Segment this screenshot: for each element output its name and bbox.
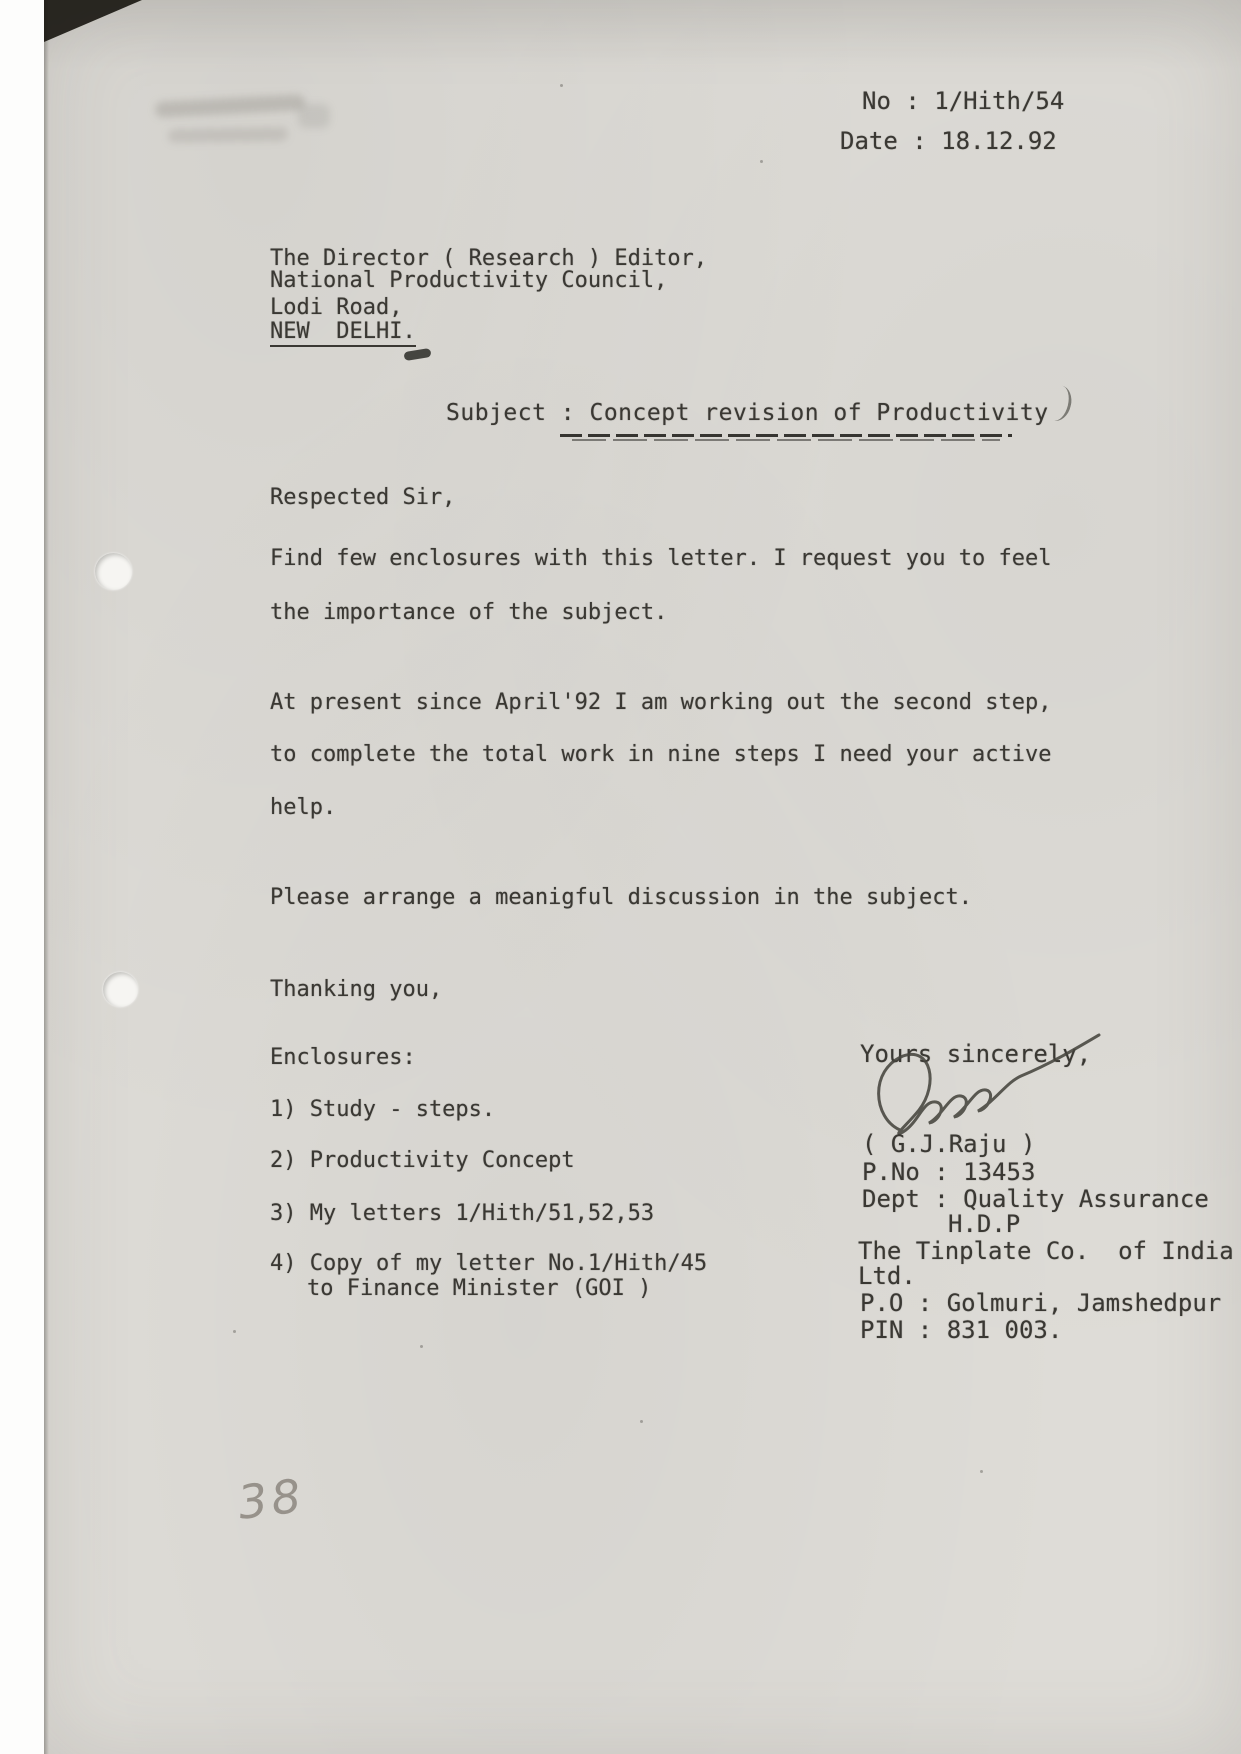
body-line: At present since April'92 I am working out the second step, (270, 690, 1052, 715)
subject-text: Concept revision of Productivity (589, 400, 1049, 426)
date-line: Date : 18.12.92 (840, 127, 1057, 155)
punch-hole (103, 972, 138, 1007)
subject-line (446, 400, 1049, 426)
recipient-city-underlined: NEW DELHI. (270, 319, 416, 347)
enclosure-item: 3) My letters 1/Hith/51,52,53 (270, 1201, 655, 1226)
dust-speck (640, 1420, 643, 1423)
subject-separator (575, 400, 589, 426)
dust-speck (560, 84, 563, 87)
signatory-name: ( G.J.Raju ) (862, 1130, 1036, 1158)
body-line: Find few enclosures with this letter. I request you to feel (270, 546, 1052, 571)
recipient-line: The Director ( Research ) Editor, (270, 246, 708, 271)
faint-stamp-smudge (298, 104, 330, 128)
punch-hole (95, 553, 132, 590)
handwritten-page-number: 38 (234, 1468, 308, 1530)
reference-number: No : 1/Hith/54 (862, 87, 1065, 115)
closing-line: Yours sincerely, (860, 1040, 1092, 1068)
salutation: Respected Sir, (270, 485, 456, 510)
enclosures-heading: Enclosures: (270, 1045, 416, 1070)
subject-underline (572, 439, 1000, 441)
company-line2: Ltd. (858, 1262, 916, 1290)
recipient-line: National Productivity Council, (270, 268, 668, 293)
enclosure-item: 1) Study - steps. (270, 1097, 496, 1122)
body-line: to complete the total work in nine steps I need your active (270, 742, 1052, 767)
subject-label: Subject : (446, 400, 576, 426)
body-line: the importance of the subject. (270, 600, 668, 625)
recipient-line: Lodi Road, (270, 295, 403, 320)
enclosure-item-continuation: to Finance Minister (GOI ) (307, 1276, 652, 1301)
recipient-city (270, 319, 416, 345)
post-office-line: P.O : Golmuri, Jamshedpur (860, 1289, 1222, 1317)
enclosure-item: 2) Productivity Concept (270, 1148, 575, 1173)
dust-speck (980, 1470, 983, 1473)
body-line: Please arrange a meanigful discussion in the subject. (270, 885, 972, 910)
dust-speck (420, 1345, 423, 1348)
company-line: The Tinplate Co. of India (858, 1237, 1234, 1265)
department-line2: H.D.P (948, 1210, 1021, 1238)
body-line: help. (270, 795, 337, 820)
dust-speck (760, 160, 763, 163)
pin-code-line: PIN : 831 003. (860, 1316, 1063, 1344)
faint-stamp-smudge (168, 127, 288, 143)
department-line: Dept : Quality Assurance (862, 1185, 1209, 1213)
personnel-number: P.No : 13453 (862, 1158, 1036, 1186)
thanking-line: Thanking you, (270, 977, 443, 1002)
subject-underline (560, 434, 1012, 437)
paper-edge-shadow (44, 0, 49, 1754)
enclosure-item: 4) Copy of my letter No.1/Hith/45 (270, 1251, 708, 1276)
dust-speck (233, 1330, 236, 1333)
